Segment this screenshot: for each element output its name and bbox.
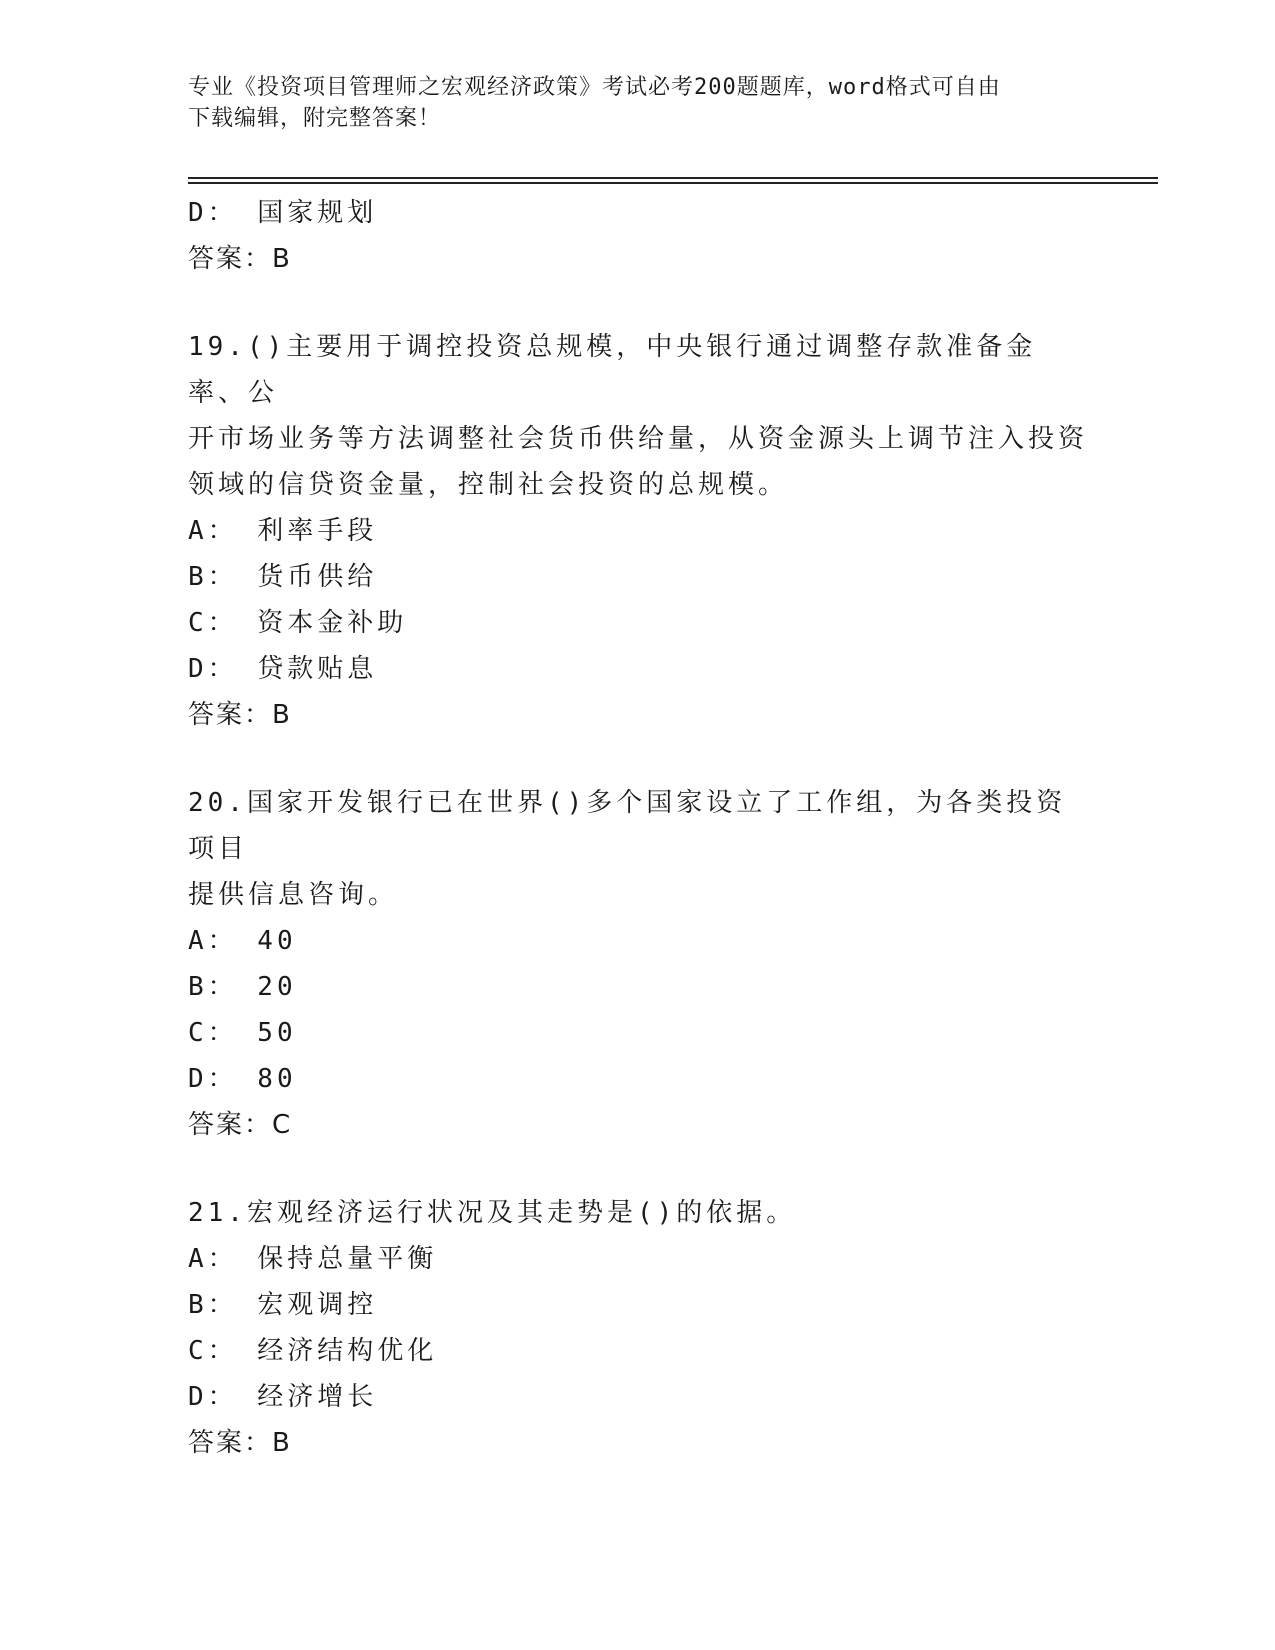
answer: 答案：B [188,1428,292,1458]
option-c: C： 经济结构优化 [188,1336,438,1366]
option-c: C： 资本金补助 [188,608,408,638]
document-header [188,72,1088,134]
document-body [188,190,1088,1466]
header-rule-bottom [188,182,1158,184]
option-b: B： 宏观调控 [188,1290,378,1320]
answer: 答案：B [188,700,292,730]
question-19 [188,324,1088,738]
header-rule-top [188,177,1158,179]
prev-option-d: D： 国家规划 [188,198,378,228]
question-text: 20.国家开发银行已在世界()多个国家设立了工作组，为各类投资项目 [188,788,1067,864]
option-c: C： 50 [188,1018,297,1048]
question-20 [188,780,1088,1148]
question-text: 21.宏观经济运行状况及其走势是()的依据。 [188,1198,797,1228]
option-d: D： 经济增长 [188,1382,378,1412]
option-a: A： 保持总量平衡 [188,1244,438,1274]
option-b: B： 20 [188,972,297,1002]
question-text: 开市场业务等方法调整社会货币供给量，从资金源头上调节注入投资 [188,424,1089,454]
prev-answer: 答案：B [188,244,292,274]
option-d: D： 贷款贴息 [188,654,378,684]
option-b: B： 货币供给 [188,562,378,592]
question-text: 19.()主要用于调控投资总规模，中央银行通过调整存款准备金率、公 [188,332,1037,408]
question-text: 领域的信贷资金量，控制社会投资的总规模。 [188,470,789,500]
option-a: A： 利率手段 [188,516,378,546]
header-line-1: 专业《投资项目管理师之宏观经济政策》考试必考200题题库，word格式可自由 [188,75,1001,100]
option-a: A： 40 [188,926,297,956]
question-21 [188,1190,1088,1466]
question-text: 提供信息咨询。 [188,880,399,910]
option-d: D： 80 [188,1064,297,1094]
header-line-2: 下载编辑，附完整答案！ [188,106,442,131]
answer: 答案：C [188,1110,293,1140]
